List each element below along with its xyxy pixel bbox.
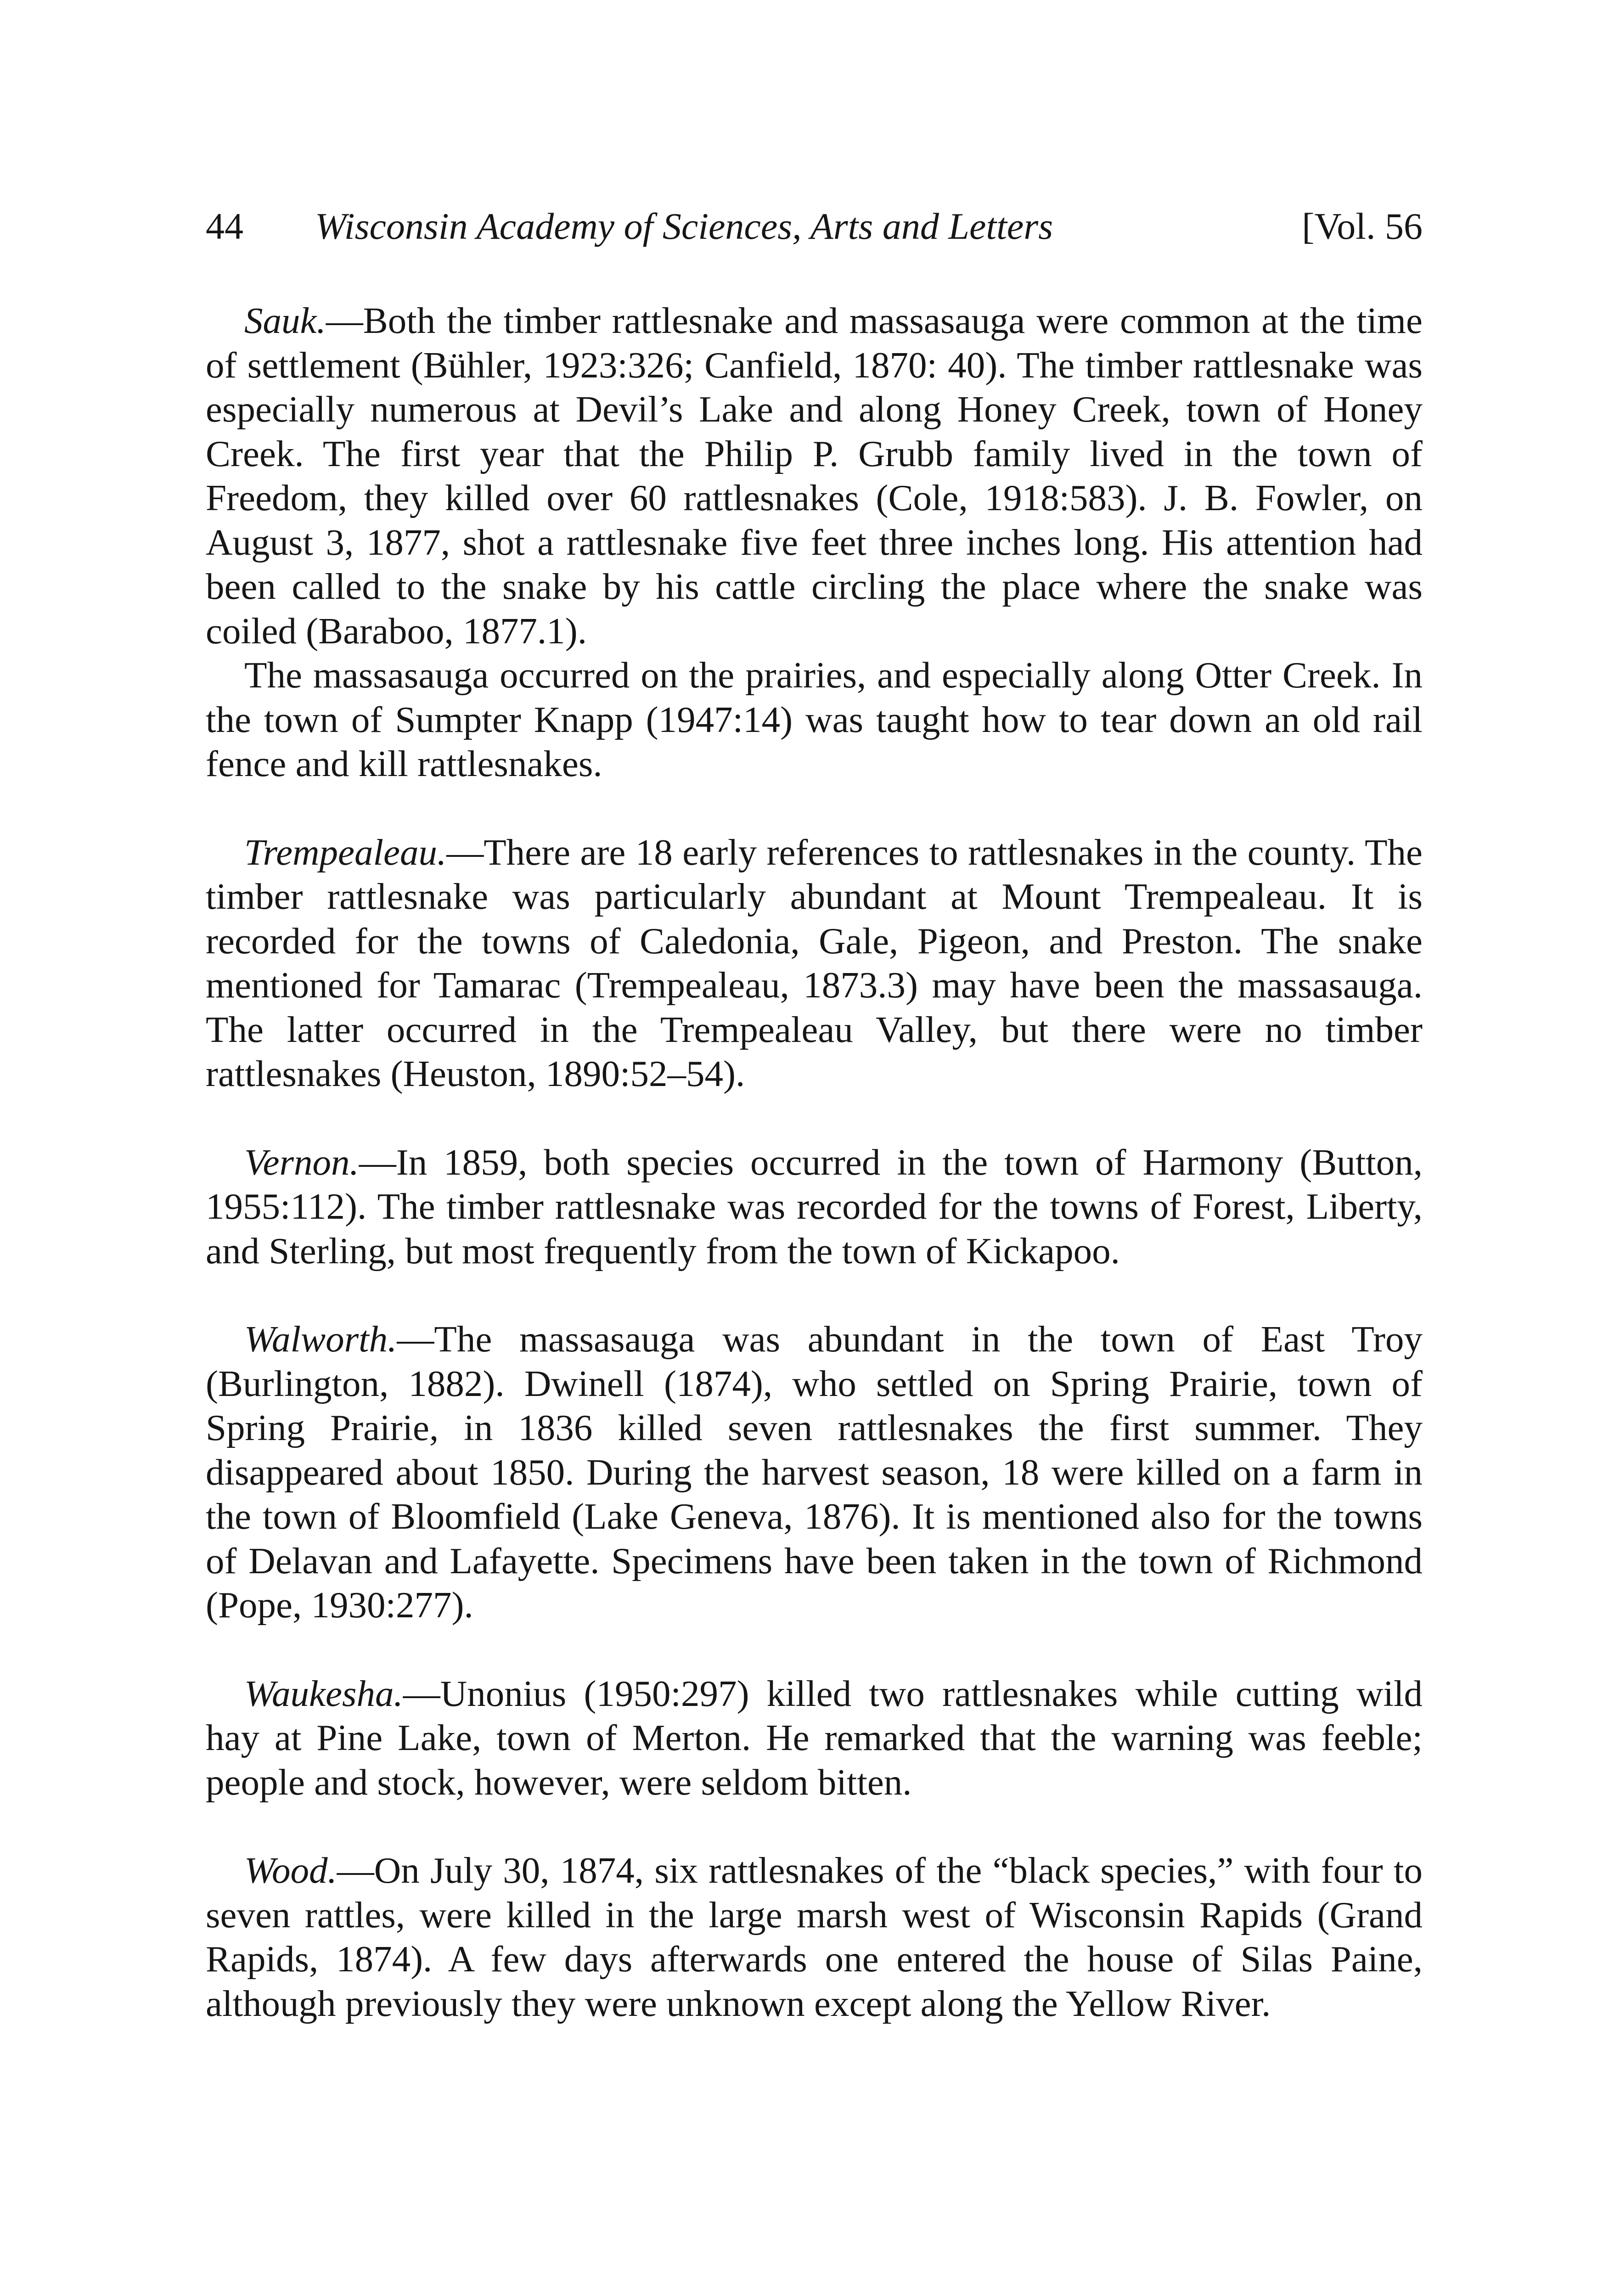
- county-entry-waukesha: [206, 1671, 1423, 1805]
- volume-label: [Vol. 56: [1302, 205, 1423, 247]
- county-heading: Sauk.: [244, 300, 326, 341]
- county-heading: Walworth.: [244, 1318, 397, 1360]
- page-number: 44: [206, 205, 243, 247]
- entry-text: —On July 30, 1874, six rattlesnakes of the “black species,” with four to seven rattles, were killed in the large marsh west of Wisconsin Rapids (Grand Rapids, 1874). A few days afterwards one entered the house of Silas Paine, although previously they were unknown except along the Yellow River.: [206, 1850, 1423, 2024]
- entry-text: —In 1859, both species occurred in the town of Harmony (Button, 1955:112). The timber rattlesnake was recorded for the towns of Forest, Liberty, and Sterling, but most frequently from the town of Kickapoo.: [206, 1141, 1423, 1272]
- county-entry-walworth: [206, 1317, 1423, 1627]
- entry-text: —Both the timber rattlesnake and massasauga were common at the time of settlement (Bühler, 1923:326; Canfield, 1870: 40). The timber rattlesnake was especially numerous at Devil’s Lake and along Honey Creek, town of Honey Creek. The first year that the Philip P. Grubb family lived in the town of Freedom, they killed over 60 rattlesnakes (Cole, 1918:583). J. B. Fowler, on August 3, 1877, shot a rattlesnake five feet three inches long. His attention had been called to the snake by his cattle circling the place where the snake was coiled (Baraboo, 1877.1).: [206, 300, 1423, 652]
- county-heading: Wood.: [244, 1850, 337, 1891]
- entry-text: —Unonius (1950:297) killed two rattlesnakes while cutting wild hay at Pine Lake, town of Merton. He remarked that the warning was feeble; people and stock, however, were seldom bitten.: [206, 1672, 1423, 1803]
- county-heading: Vernon.: [244, 1141, 359, 1183]
- entry-text: —The massasauga was abundant in the town of East Troy (Burlington, 1882). Dwinell (1874), who settled on Spring Prairie, town of Spring Prairie, in 1836 killed seven rattlesnakes the first summer. They disappeared about 1850. During the harvest season, 18 were killed on a farm in the town of Bloomfield (Lake Geneva, 1876). It is mentioned also for the towns of Delavan and Lafayette. Specimens have been taken in the town of Richmond (Pope, 1930:277).: [206, 1318, 1423, 1626]
- body-text: [206, 298, 1423, 2026]
- entry-text: —There are 18 early references to rattlesnakes in the county. The timber rattlesnake was particularly abundant at Mount Trempealeau. It is recorded for the towns of Caledonia, Gale, Pigeon, and Preston. The snake mentioned for Tamarac (Trempealeau, 1873.3) may have been the massasauga. The latter occurred in the Trempealeau Valley, but there were no timber rattlesnakes (Heuston, 1890:52–54).: [206, 831, 1423, 1094]
- county-heading: Waukesha.: [244, 1672, 403, 1714]
- county-heading: Trempealeau.: [244, 831, 447, 873]
- county-entry-vernon: [206, 1140, 1423, 1273]
- county-entry-sauk: [206, 298, 1423, 786]
- journal-title: Wisconsin Academy of Sciences, Arts and Letters: [315, 205, 1053, 247]
- county-entry-wood: [206, 1848, 1423, 2026]
- running-header: [206, 201, 1423, 252]
- entry-paragraph: [206, 298, 1423, 653]
- county-entry-trempealeau: [206, 830, 1423, 1096]
- entry-continuation-paragraph: The massasauga occurred on the prairies, and especially along Otter Creek. In the town of Sumpter Knapp (1947:14) was taught how to tear down an old rail fence and kill rattlesnakes.: [206, 654, 1423, 784]
